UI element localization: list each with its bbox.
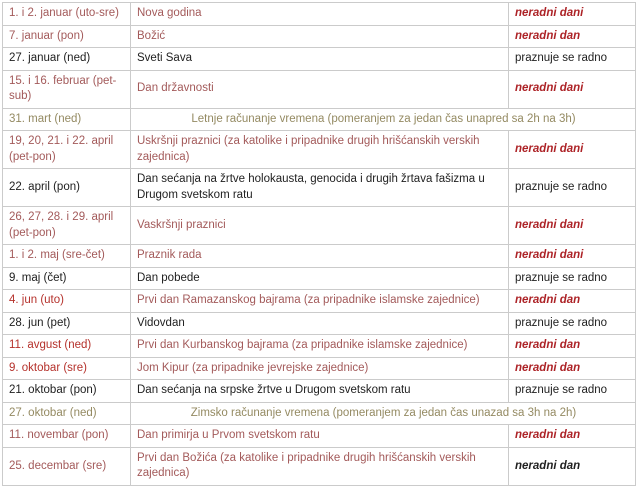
status-text: praznuje se radno — [515, 180, 608, 193]
dst-note-cell — [131, 108, 636, 131]
date-text: 28. jun (pet) — [9, 316, 71, 329]
date-cell — [3, 131, 131, 169]
status-cell — [509, 70, 636, 108]
status-cell — [509, 312, 636, 335]
status-link[interactable]: neradni dani — [515, 249, 584, 262]
status-link[interactable]: neradni dan — [515, 361, 581, 374]
status-cell — [509, 425, 636, 448]
date-link[interactable]: 9. oktobar (sre) — [9, 361, 87, 374]
holiday-link[interactable]: Jom Kipur (za pripadnike jevrejske zajednice) — [137, 361, 369, 374]
dst-note-cell — [131, 402, 636, 425]
table-row — [3, 267, 636, 290]
holiday-cell — [131, 425, 509, 448]
holiday-cell — [131, 131, 509, 169]
holiday-link[interactable]: Praznik rada — [137, 249, 202, 262]
date-cell — [3, 25, 131, 48]
status-link[interactable]: neradni dan — [515, 339, 581, 352]
status-cell — [509, 25, 636, 48]
holiday-cell — [131, 70, 509, 108]
holiday-cell — [131, 207, 509, 245]
status-text: neradni dan — [515, 459, 581, 472]
holiday-text: Dan pobede — [137, 271, 200, 284]
status-link[interactable]: neradni dani — [515, 218, 584, 231]
holiday-cell — [131, 312, 509, 335]
holiday-cell — [131, 48, 509, 71]
date-text: 22. april (pon) — [9, 180, 80, 193]
date-cell — [3, 3, 131, 26]
table-row — [3, 335, 636, 358]
status-text: praznuje se radno — [515, 271, 608, 284]
holiday-link[interactable]: Vaskršnji praznici — [137, 218, 226, 231]
date-cell — [3, 169, 131, 207]
status-link[interactable]: neradni dan — [515, 29, 581, 42]
date-cell — [3, 402, 131, 425]
status-cell — [509, 290, 636, 313]
holiday-link[interactable]: Nova godina — [137, 7, 202, 19]
holiday-cell — [131, 267, 509, 290]
holiday-link[interactable]: Prvi dan Ramazanskog bajrama (za pripadnike islamske zajednice) — [137, 294, 480, 307]
status-cell — [509, 48, 636, 71]
date-link[interactable]: 26, 27, 28. i 29. april (pet-pon) — [9, 211, 114, 239]
table-row — [3, 357, 636, 380]
date-link[interactable]: 15. i 16. februar (pet-sub) — [9, 74, 117, 103]
status-cell — [509, 267, 636, 290]
holiday-cell — [131, 245, 509, 268]
status-cell — [509, 335, 636, 358]
holiday-text: Dan sećanja na srpske žrtve u Drugom svetskom ratu — [137, 384, 411, 397]
date-cell — [3, 108, 131, 131]
holidays-table-body — [3, 3, 636, 486]
holiday-link[interactable]: Prvi dan Božića (za katolike i pripadnike drugih hrišćanskih verskih zajednica) — [137, 451, 476, 480]
holiday-cell — [131, 380, 509, 403]
status-link[interactable]: neradni dani — [515, 82, 584, 95]
holiday-link[interactable]: Prvi dan Kurbanskog bajrama (za pripadnike islamske zajednice) — [137, 339, 468, 352]
table-row — [3, 425, 636, 448]
status-text: praznuje se radno — [515, 52, 608, 65]
holiday-link[interactable]: Uskršnji praznici (za katolike i pripadnike drugih hrišćanskih verskih zajednica) — [137, 135, 480, 163]
date-text: 27. januar (ned) — [9, 52, 91, 65]
holiday-text: Vidovdan — [137, 316, 185, 329]
date-link[interactable]: 11. avgust (ned) — [9, 339, 92, 352]
table-row — [3, 48, 636, 71]
date-link[interactable]: 1. i 2. maj (sre-čet) — [9, 249, 105, 262]
holiday-cell — [131, 447, 509, 485]
holiday-cell — [131, 25, 509, 48]
table-row — [3, 169, 636, 207]
holiday-text: Sveti Sava — [137, 52, 192, 65]
date-cell — [3, 267, 131, 290]
holiday-link[interactable]: Dan primirja u Prvom svetskom ratu — [137, 429, 320, 442]
status-link[interactable]: neradni dan — [515, 429, 581, 442]
date-link[interactable]: 1. i 2. januar (uto-sre) — [9, 7, 119, 19]
date-cell — [3, 290, 131, 313]
table-row-dst — [3, 108, 636, 131]
date-cell — [3, 357, 131, 380]
status-cell — [509, 169, 636, 207]
date-link[interactable]: 19, 20, 21. i 22. april (pet-pon) — [9, 135, 114, 163]
table-row — [3, 25, 636, 48]
status-cell — [509, 245, 636, 268]
date-cell — [3, 48, 131, 71]
status-cell — [509, 447, 636, 485]
table-row — [3, 380, 636, 403]
holiday-cell — [131, 335, 509, 358]
status-link[interactable]: neradni dani — [515, 7, 584, 19]
status-link[interactable]: neradni dani — [515, 142, 584, 155]
holidays-table — [2, 2, 636, 486]
holiday-link[interactable]: Dan državnosti — [137, 82, 214, 95]
dst-note-text: Zimsko računanje vremena (pomeranjem za jedan čas unazad sa 3h na 2h) — [190, 406, 577, 419]
date-text: 31. mart (ned) — [9, 112, 82, 125]
date-link[interactable]: 4. jun (uto) — [9, 294, 64, 307]
date-cell — [3, 447, 131, 485]
table-row — [3, 447, 636, 485]
table-row — [3, 312, 636, 335]
date-cell — [3, 380, 131, 403]
status-text: praznuje se radno — [515, 384, 608, 397]
status-cell — [509, 131, 636, 169]
status-text: praznuje se radno — [515, 316, 608, 329]
date-link[interactable]: 11. novembar (pon) — [9, 429, 109, 442]
date-cell — [3, 70, 131, 108]
table-row-dst — [3, 402, 636, 425]
holiday-cell — [131, 3, 509, 26]
status-cell — [509, 380, 636, 403]
date-link[interactable]: 25. decembar (sre) — [9, 459, 107, 472]
holiday-cell — [131, 290, 509, 313]
date-text: 21. oktobar (pon) — [9, 384, 97, 397]
table-row — [3, 207, 636, 245]
holiday-cell — [131, 169, 509, 207]
holiday-link[interactable]: Božić — [137, 29, 166, 42]
status-cell — [509, 207, 636, 245]
date-cell — [3, 425, 131, 448]
status-link[interactable]: neradni dan — [515, 294, 581, 307]
date-link[interactable]: 7. januar (pon) — [9, 29, 84, 42]
table-row — [3, 70, 636, 108]
date-text: 9. maj (čet) — [9, 271, 67, 284]
table-row — [3, 290, 636, 313]
table-row — [3, 131, 636, 169]
date-cell — [3, 207, 131, 245]
date-cell — [3, 312, 131, 335]
holiday-text: Dan sećanja na žrtve holokausta, genocida i drugih žrtava fašizma u Drugom svetskom ratu — [137, 173, 485, 201]
table-row — [3, 3, 636, 26]
date-cell — [3, 335, 131, 358]
dst-note-text: Letnje računanje vremena (pomeranjem za jedan čas unapred sa 2h na 3h) — [191, 112, 576, 125]
status-cell — [509, 3, 636, 26]
status-cell — [509, 357, 636, 380]
table-row — [3, 245, 636, 268]
holiday-cell — [131, 357, 509, 380]
date-text: 27. oktobar (ned) — [9, 406, 97, 419]
date-cell — [3, 245, 131, 268]
